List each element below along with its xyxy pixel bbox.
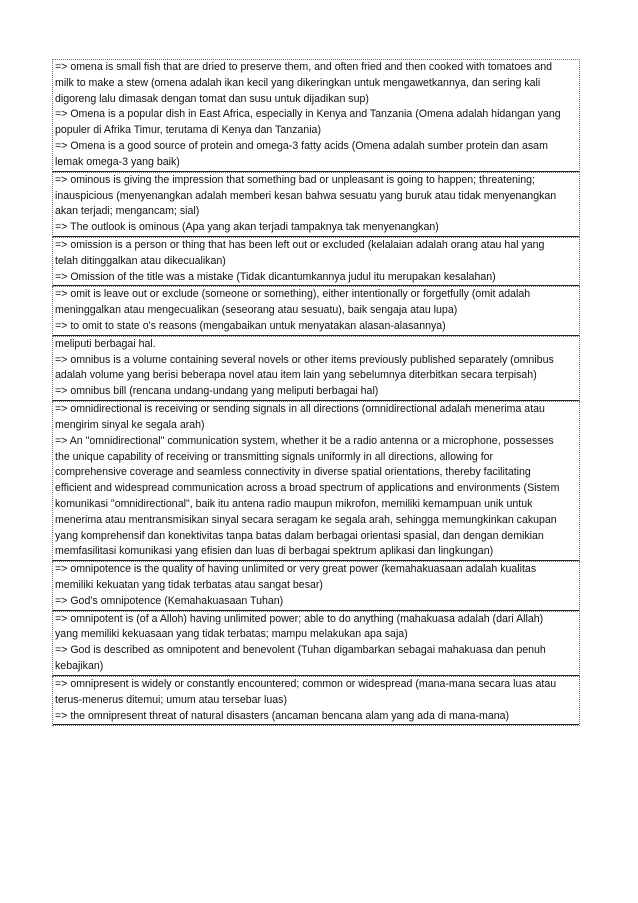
definition-line: digoreng lalu dimasak dengan tomat dan susu untuk dijadikan sup) — [55, 92, 369, 105]
definition-line: yang komprehensif dan konektivitas tanpa batas dalam berbagai orientasi spasial, dan dengan demikian — [55, 529, 544, 542]
definition-line: telah ditinggalkan atau dikecualikan) — [55, 254, 226, 267]
definition-line: => omission is a person or thing that has been left out or excluded (kelalaian adalah orang atau hal yang — [55, 238, 545, 251]
definition-line: memfasilitasi komunikasi yang efisien dan luas di berbagai spektrum aplikasi dan lingkungan) — [53, 544, 579, 561]
definition-line: the unique capability of receiving or transmitting signals uniformly in all directions, allowing for — [55, 450, 494, 463]
definition-line: => omnibus bill (rencana undang-undang yang meliputi berbagai hal) — [53, 384, 579, 401]
dictionary-entry — [52, 401, 580, 561]
definition-line: => God is described as omnipotent and benevolent (Tuhan digambarkan sebagai mahakuasa dan penuh — [55, 644, 546, 657]
dictionary-page — [52, 59, 580, 726]
dictionary-entry — [52, 59, 580, 172]
definition-line: milk to make a stew (omena adalah ikan kecil yang dikeringkan untuk mengawetkannya, dan sering kali — [55, 76, 541, 89]
definition-line: kebajikan) — [53, 659, 579, 676]
definition-line: => omena is small fish that are dried to preserve them, and often fried and then cooked with tomatoes and — [55, 61, 553, 73]
definition-line: => Omission of the title was a mistake (Tidak dicantumkannya judul itu merupakan kesalahan) — [53, 270, 579, 287]
definition-line: menerima atau mentransmisikan sinyal secara seragam ke segala arah, sehingga memungkinkan cakupan — [55, 513, 557, 526]
definition-line: => An "omnidirectional" communication system, whether it be a radio antenna or a microphone, possesses — [55, 434, 554, 447]
definition-line: lemak omega-3 yang baik) — [53, 155, 579, 172]
dictionary-entry — [52, 237, 580, 286]
definition-line: => Omena is a popular dish in East Africa, especially in Kenya and Tanzania (Omena adalah hidangan yang — [55, 108, 561, 121]
definition-line: meliputi berbagai hal. — [55, 337, 156, 350]
definition-line: akan terjadi; mengancam; sial) — [55, 205, 200, 218]
definition-line: meninggalkan atau mengecualikan (seseorang atau sesuatu), baik sengaja atau lupa) — [55, 304, 458, 317]
definition-line: => ominous is giving the impression that something bad or unpleasant is going to happen; threatening; — [55, 173, 535, 186]
definition-line: adalah volume yang berisi beberapa novel atau item lain yang sebelumnya diterbitkan secara terpisah) — [55, 369, 537, 382]
definition-line: => omit is leave out or exclude (someone or something), either intentionally or forgetfully (omit adalah — [55, 288, 531, 301]
definition-line: efficient and widespread communication across a broad spectrum of applications and environments (Sistem — [55, 482, 560, 495]
definition-line: komunikasi "omnidirectional", baik itu antena radio maupun mikrofon, memiliki kemampuan unik untuk — [55, 497, 533, 510]
definition-line: comprehensive coverage and seamless connectivity in diverse spatial orientations, thereby facilitating — [55, 466, 531, 479]
definition-line: => omnipresent is widely or constantly encountered; common or widespread (mana-mana secara luas atau — [55, 677, 557, 690]
definition-line: => omnipotent is (of a Alloh) having unlimited power; able to do anything (mahakuasa adalah (dari Allah) — [55, 612, 544, 625]
definition-line: populer di Afrika Timur, terutama di Kenya dan Tanzania) — [55, 124, 321, 137]
definition-line: terus-menerus ditemui; umum atau tersebar luas) — [55, 693, 287, 706]
definition-line: => Omena is a good source of protein and omega-3 fatty acids (Omena adalah sumber protein dan asam — [55, 140, 548, 153]
definition-line: => omnibus is a volume containing several novels or other items previously published separately (omnibus — [55, 353, 554, 366]
dictionary-entry — [52, 676, 580, 726]
definition-line: inauspicious (menyenangkan adalah memberi kesan bahwa sesuatu yang buruk atau tidak menyenangkan — [55, 189, 557, 202]
definition-line: yang memiliki kekuasaan yang tidak terbatas; mampu melakukan apa saja) — [55, 628, 408, 641]
definition-line: memiliki kekuatan yang tidak terbatas atau sangat besar) — [55, 579, 323, 591]
definition-line: => God's omnipotence (Kemahakuasaan Tuhan) — [53, 594, 579, 611]
definition-line: => The outlook is ominous (Apa yang akan terjadi tampaknya tak menyenangkan) — [53, 220, 579, 237]
definition-line: => omnipotence is the quality of having unlimited or very great power (kemahakuasaan adalah kualitas — [55, 563, 537, 576]
dictionary-entry — [52, 561, 580, 610]
definition-line: => omnidirectional is receiving or sending signals in all directions (omnidirectional adalah menerima atau — [55, 403, 545, 416]
dictionary-entry — [52, 286, 580, 335]
definition-line: => the omnipresent threat of natural disasters (ancaman bencana alam yang ada di mana-mana) — [53, 709, 579, 726]
dictionary-entry — [52, 611, 580, 676]
dictionary-entry — [52, 336, 580, 401]
definition-line: mengirim sinyal ke segala arah) — [55, 418, 205, 431]
dictionary-entry — [52, 172, 580, 237]
definition-line: => to omit to state o's reasons (mengabaikan untuk menyatakan alasan-alasannya) — [53, 319, 579, 336]
